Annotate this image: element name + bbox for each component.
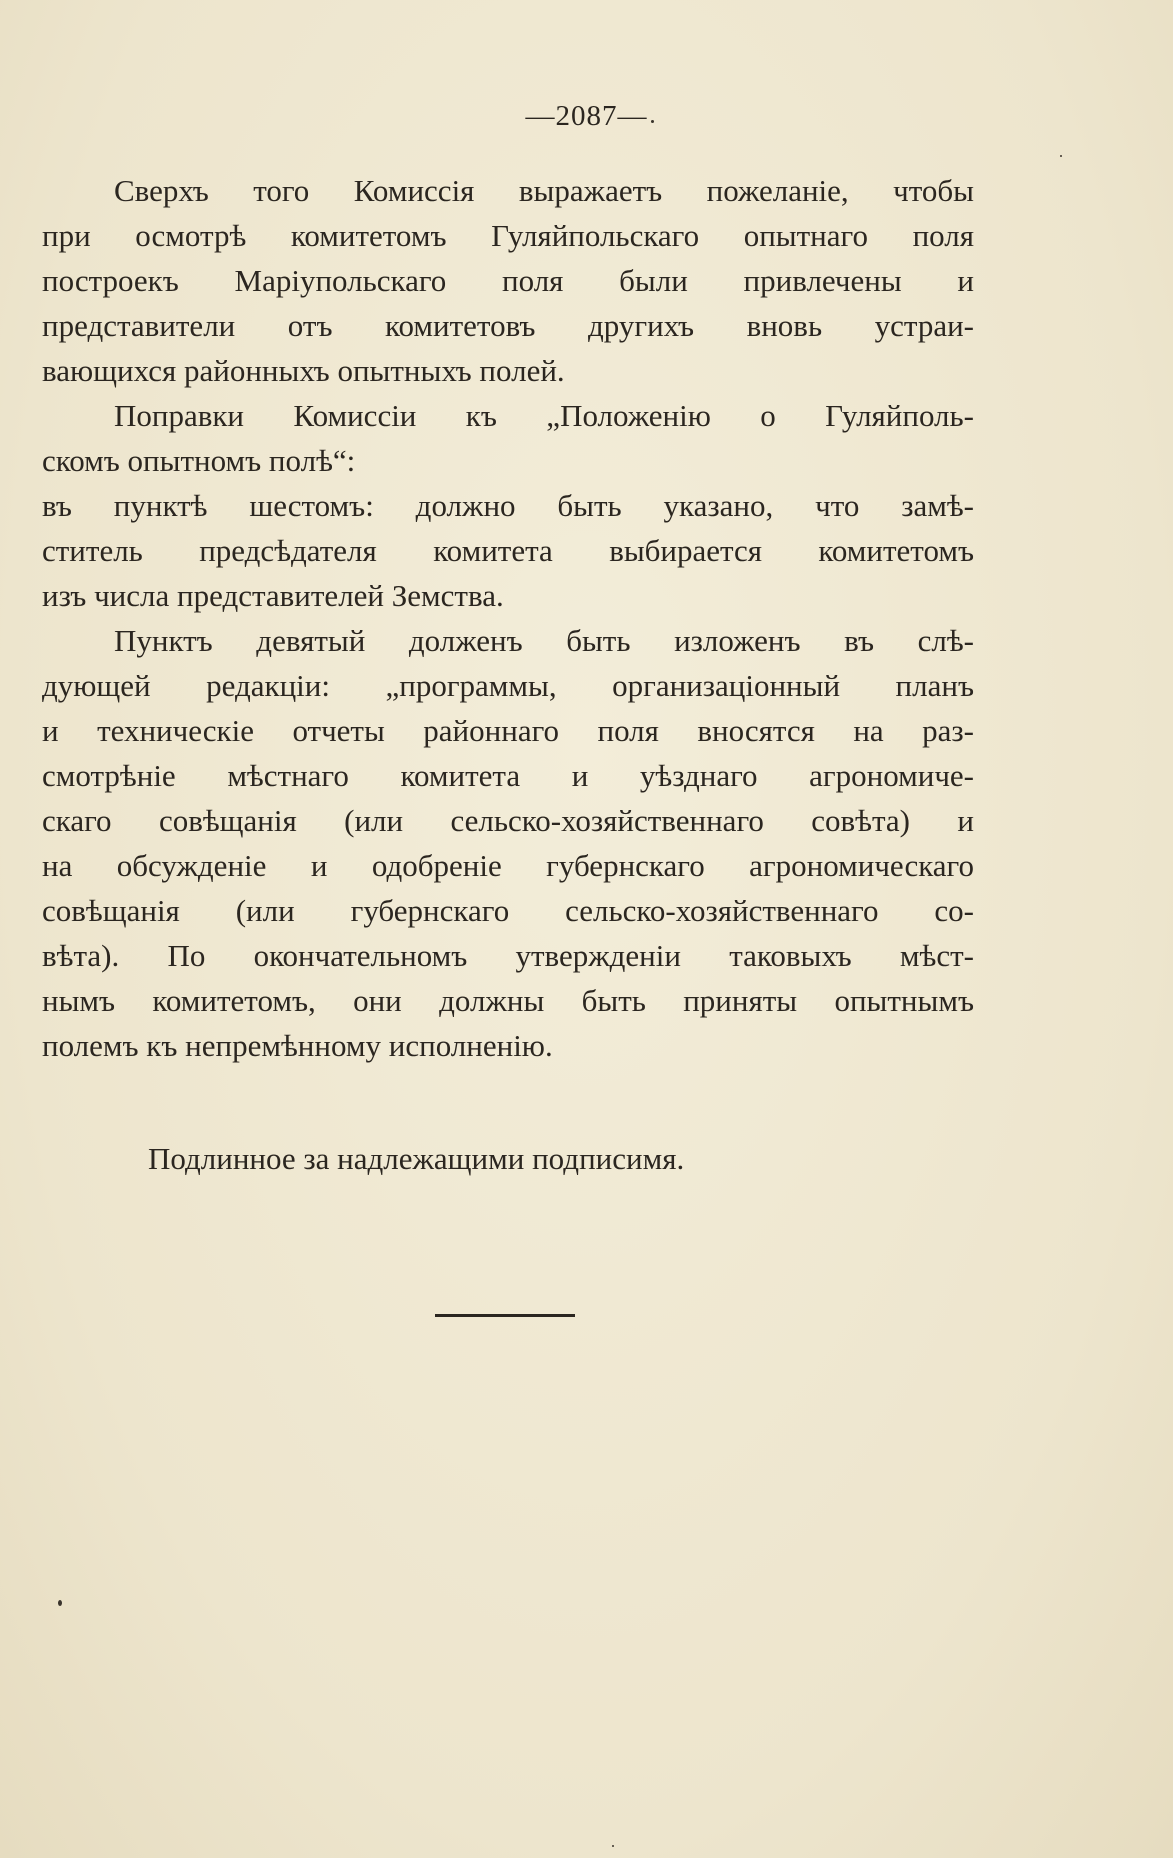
paragraph-amendments-heading xyxy=(42,393,974,483)
text-line: скомъ опытномъ полѣ“: xyxy=(42,443,356,478)
text-line: полемъ къ непремѣнному исполненію. xyxy=(42,1028,553,1063)
paragraph-point-nine xyxy=(42,618,974,1068)
text-line: при осмотрѣ комитетомъ Гуляйпольскаго опытнаго поля xyxy=(42,218,974,253)
text-line: Поправки Комиссіи къ „Положенію о Гуляйполь- xyxy=(114,398,974,433)
paragraph-commission-wish xyxy=(42,168,974,393)
text-line: ститель предсѣдателя комитета выбирается комитетомъ xyxy=(42,533,974,568)
text-line: Пунктъ девятый долженъ быть изложенъ въ слѣ- xyxy=(114,623,974,658)
text-line: вѣта). По окончательномъ утвержденіи таковыхъ мѣст- xyxy=(42,938,974,973)
paper-speck xyxy=(1060,155,1062,157)
text-line: скаго совѣщанія (или сельско-хозяйственнаго совѣта) и xyxy=(42,803,974,838)
text-line: совѣщанія (или губернскаго сельско-хозяйственнаго со- xyxy=(42,893,974,928)
paper-speck xyxy=(651,120,654,123)
paper-speck xyxy=(58,1600,62,1606)
paper-speck xyxy=(612,1845,614,1847)
text-line: представители отъ комитетовъ другихъ вновь устраи- xyxy=(42,308,974,343)
text-line: построекъ Маріупольскаго поля были привлечены и xyxy=(42,263,974,298)
text-line: изъ числа представителей Земства. xyxy=(42,578,504,613)
text-line: смотрѣніе мѣстнаго комитета и уѣзднаго агрономиче- xyxy=(42,758,974,793)
signature-note: Подлинное за надлежащими подписимя. xyxy=(148,1141,685,1176)
text-line: Сверхъ того Комиссія выражаетъ пожеланіе, чтобы xyxy=(114,173,974,208)
text-line: нымъ комитетомъ, они должны быть приняты опытнымъ xyxy=(42,983,974,1018)
paragraph-point-six xyxy=(42,483,974,618)
text-line: въ пунктѣ шестомъ: должно быть указано, что замѣ- xyxy=(42,488,974,523)
text-line: на обсужденіе и одобреніе губернскаго агрономическаго xyxy=(42,848,974,883)
text-line: дующей редакціи: „программы, организаціонный планъ xyxy=(42,668,974,703)
page-number: —2087— xyxy=(525,100,648,132)
text-line: и техническіе отчеты районнаго поля вносятся на раз- xyxy=(42,713,974,748)
closing-rule xyxy=(435,1314,575,1317)
text-line: вающихся районныхъ опытныхъ полей. xyxy=(42,353,565,388)
